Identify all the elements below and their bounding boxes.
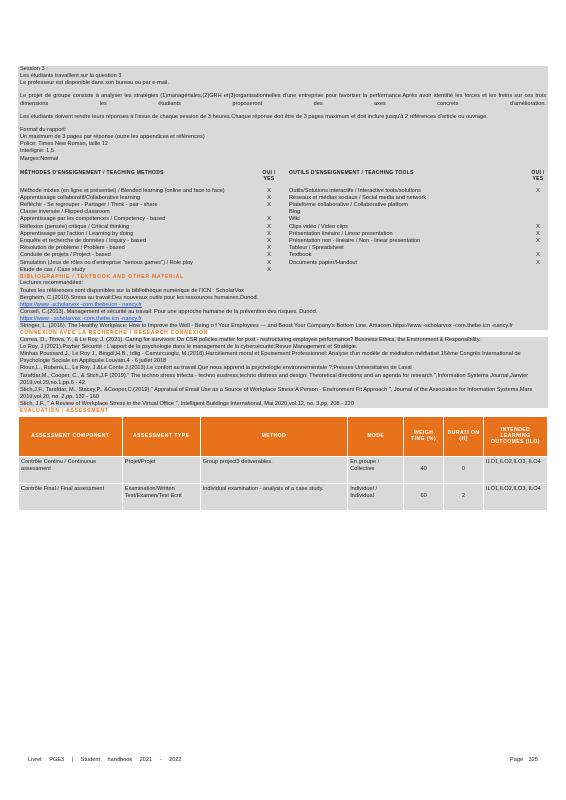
method-row-mark: X <box>267 194 271 201</box>
method-row <box>20 188 277 195</box>
format-line-4: Marges:Normal <box>20 155 59 162</box>
bibliography-ref-1 <box>20 295 546 302</box>
row2-type: Examination/Written Test/Examen/Test Ecrit <box>122 483 200 510</box>
tool-row-label: Réseaux et médias sociaux / Social media and network <box>289 194 427 201</box>
tool-row <box>289 195 546 202</box>
header-mode: MODE <box>348 416 404 456</box>
tool-row <box>289 188 546 195</box>
teaching-tools-title: OUTILS D'ENSEIGNEMENT / TEACHING TOOLS <box>289 169 414 176</box>
method-row-mark: X <box>267 223 271 230</box>
method-row-mark: X <box>267 245 271 252</box>
row1-outcomes: ILO1,ILO2,ILO3, ILO4 <box>484 456 548 483</box>
tool-row <box>289 209 546 216</box>
footer-handbook-label: Livret PGE3 | Student handbook 2021 - 2022 <box>28 757 182 763</box>
table-row <box>19 456 548 483</box>
tool-row-mark: X <box>536 230 540 237</box>
method-row-mark: X <box>267 216 271 223</box>
row2-outcomes: ILO1,ILO2,ILO3, ILO4 <box>484 483 548 510</box>
method-row <box>20 267 277 274</box>
assessment-table <box>18 416 548 511</box>
method-row <box>20 260 277 267</box>
teaching-tools-rows <box>289 188 546 267</box>
bibliography-ref-3: Stringer, L. (2016). The Healthy Workplace: How to Improve the Well - Being o f Your Employees --- and Boost Your Company's Bottom Line. Amacom.https://www -scholarvox -com.thebe.icn -nancy.fr <box>20 323 513 330</box>
tool-row-label: Présentation non - linéaire / Non - linear presentation <box>289 238 421 245</box>
bibliography-ref-2: Conseil, C.(2013). Management et sécurité au travail: Pour une approche humaine de la prévention des risques. Dunod. <box>20 308 318 315</box>
tool-row-mark: X <box>536 187 540 194</box>
teaching-tools-column <box>283 168 546 274</box>
tool-row-mark: X <box>536 223 540 230</box>
method-row <box>20 209 277 216</box>
row2-component: Contrôle Final / Final assessment <box>19 483 123 510</box>
method-row-mark: X <box>267 187 271 194</box>
teaching-methods-yes-header: OUI / YES <box>262 169 276 183</box>
row2-weighting: 60 <box>404 483 444 510</box>
project-paragraph: Le projet de groupe consiste à analyser les stratégies (1)managériales,(2)GRH et(3)organisationnelles d'une entreprise pour favoriser la performance.Après avoir identifié les forces et les freins sur ces trois dimensions les étudiants proposeront des axes concrets d'amélioration. <box>20 93 546 107</box>
header-type: ASSESSMENT TYPE <box>122 416 200 456</box>
tool-row <box>289 260 546 267</box>
method-row <box>20 245 277 252</box>
method-row-label: Réflexion (pensée) critique / Critical thinking <box>20 223 130 230</box>
footer-page-number: Page 325 <box>510 757 538 763</box>
tool-row-label: Tableur / Spreadsheet <box>289 245 344 252</box>
tool-row-mark <box>530 209 546 216</box>
method-row-mark: X <box>267 252 271 259</box>
session-line-2: Le professeur est disponible dans son bureau ou par e-mail. <box>20 80 169 87</box>
row2-duration: 2 <box>444 483 484 510</box>
method-row <box>20 224 277 231</box>
research-ref-6: Stich,J.F., Tarafdar, M., Stacey,P., &Cooper,C.(2019)." Appraisal of Email Use as a Source of Workplace Stress:A Person - Environment Fit Approach ", Journal of the Association for Information Systems,Mars 2019,vol.20, no. 2,pp. 132 - 160 <box>20 386 533 401</box>
evaluation-title: EVALUATION / ASSESSMENT <box>20 408 109 415</box>
session-block <box>18 66 548 330</box>
tool-row-label: Textbook <box>289 252 312 259</box>
method-row-label: Apprentissage par l'action / Learning by doing <box>20 230 134 237</box>
method-row-label: Résolution de problème / Problem - based <box>20 245 125 252</box>
method-row-mark: X <box>267 202 271 209</box>
method-row-mark: X <box>267 266 271 273</box>
bibliography-note: Toutes les références sont disponibles sur la bibliothèque numérique de l'ICN : ScholarVox <box>20 287 245 294</box>
students-paragraph: Les étudiants doivent rendre leurs réponses à l'issue de chaque session de 3 heures.Chaque réponse doit être de 3 pages maximum et doit inclure jusqu'à 2 références d'article ou ouvrage. <box>20 113 488 120</box>
row2-mode: Individuel / Individual <box>348 483 404 510</box>
method-row <box>20 238 277 245</box>
assessment-header-row <box>19 416 548 456</box>
teaching-methods-header <box>20 168 277 188</box>
method-row <box>20 252 277 259</box>
bibliography-ref-1-text: Bergheim, C.(2010).Stress au travail:Des nouveaux outils pour les ressources humaines.Dunod. <box>20 294 259 301</box>
tool-row-mark <box>530 202 546 209</box>
tool-row <box>289 224 546 231</box>
bibliography-title: BIBLIOGRAPHIE / TEXTBOOK AND OTHER MATERIAL <box>20 273 184 280</box>
methods-table <box>20 168 546 274</box>
tool-row-mark <box>530 195 546 202</box>
teaching-methods-column <box>20 168 283 274</box>
bibliography-intro: Lectures recommandées: <box>20 280 84 287</box>
format-line-2: Police: Times New Roman, taille 12 <box>20 141 108 148</box>
research-title: CONNEXION AVEC LA RECHERCHE / RESEARCH CONNEXION <box>20 330 209 337</box>
method-row-label: Simulation (Jeux de rôles ou d'entreprise "serious games") / Role play <box>20 259 193 266</box>
row1-type: Projet/Projet <box>122 456 200 483</box>
method-row-mark: X <box>267 230 271 237</box>
session-line-1: Les étudiants travaillent sur la question 3 <box>20 73 122 80</box>
header-weighting: WEIGH TING (%) <box>404 416 444 456</box>
format-line-3: Interligne: 1,5 <box>20 148 54 155</box>
method-row <box>20 216 277 223</box>
tool-row-label: Clips vidéo / Video clips <box>289 223 348 230</box>
row2-method: Individual examination - analysis of a case study. <box>200 483 348 510</box>
teaching-methods-title: MÉTHODES D'ENSEIGNEMENT / TEACHING METHODS <box>20 169 164 176</box>
method-row-mark <box>261 209 277 216</box>
tool-row <box>289 231 546 238</box>
method-row-label: Apprentissage collaboratif/Collaborative learning <box>20 194 141 201</box>
tool-row <box>289 238 546 245</box>
row1-mode: En groupe / Collective <box>348 456 404 483</box>
row1-component: Contrôle Continu / Continuous assessment <box>19 456 123 483</box>
method-row-label: Apprentissage par les compétences / Competency - based <box>20 216 166 223</box>
method-row-label: Classe inversée / Flipped classroom <box>20 209 110 216</box>
method-row <box>20 195 277 202</box>
method-row-label: Etude de cas / Case study <box>20 266 86 273</box>
header-method: METHOD <box>200 416 348 456</box>
row1-duration: 0 <box>444 456 484 483</box>
bibliography-link-2[interactable]: https://www - scholarvox -com.thebe.icn -nancy.fr <box>20 316 142 323</box>
row1-method: Group project3 deliverables. <box>200 456 348 483</box>
tool-row <box>289 252 546 259</box>
method-row-label: Méthode mixtes (en ligne et présentiel) / Blended learning (online and face to face) <box>20 187 225 194</box>
method-row <box>20 202 277 209</box>
bibliography-link-1[interactable]: https://www -scholarvox -com.thebe.icn - nancy.fr <box>20 301 142 308</box>
research-block <box>18 337 548 409</box>
row1-weighting: 40 <box>404 456 444 483</box>
research-ref-7: Stich, J.F., " A Review of Workplace Stress in the Virtual Office ", Intelligent Buildings International, Mai 2020,vol.12, no. 3,pp. 208 - 220 <box>20 401 354 408</box>
page-content <box>18 66 548 511</box>
tool-row-mark: X <box>536 259 540 266</box>
tool-row <box>289 245 546 252</box>
tool-row-label: Plateforme collaborative / Collaborative platform <box>289 202 409 209</box>
tool-row-label: Outils/Solutions interactifs / Interactive tools/solutions <box>289 187 421 194</box>
tool-row-mark <box>530 216 546 223</box>
evaluation-title-bar <box>18 408 548 414</box>
teaching-tools-yes-header: OUI / YES <box>531 169 545 183</box>
tool-row-mark: X <box>536 252 540 259</box>
tool-row <box>289 216 546 223</box>
research-ref-3: Minhas Poussard,J., Le Roy J., Bingöl,H.B., Idlig - Camurcuoglu, M.(2018).Harcèlement moral et Epuisement Professionnel: Analyse d'un modèle de médiation médiatisé.16ème Congrès International de Psychologie Sociale en Appliquée.Louvain,4 - 6 juillet 2018 <box>20 351 521 365</box>
header-outcomes: INTENDED LEARNING OUTCOMES (ILO) <box>484 416 548 456</box>
method-row <box>20 231 277 238</box>
method-row-label: Enquête et recherche de données / Inquiry - based <box>20 238 146 245</box>
method-row-label: Réfléchir - Se regrouper - Partager / Think - pair - share <box>20 202 158 209</box>
format-line-1: Un maximum de 3 pages par réponse (outre les appendices et références) <box>20 134 205 141</box>
page-footer <box>28 757 538 764</box>
session-title: Session 3 : <box>20 66 48 72</box>
research-ref-4: Rioux,L., Rubens,L., Le Roy, J.&Le Conte J.(2013).Le confort au travail.Que nous apprend la psychologie environnementale ?,Presses Universitaires de Laval <box>20 365 412 372</box>
table-row <box>19 483 548 510</box>
tool-row-label: Présentation linéaire / Linear presentation <box>289 230 393 237</box>
tool-row-label: Wiki <box>289 216 300 223</box>
header-duration: DURATI ON (H) <box>444 416 484 456</box>
teaching-tools-header <box>289 168 546 188</box>
tool-row-label: Blog <box>289 209 301 216</box>
tool-row-label: Documents papier/Handout <box>289 259 358 266</box>
tool-row-mark <box>530 245 546 252</box>
method-row-mark: X <box>267 259 271 266</box>
research-ref-5: Tarafdar,M., Cooper, C., & Stich,J.F (2019)." The techno stress trifecta - techno eustress,techno distress and design: Theoretical directions and an agenda for research ",Information Systems Journal,Janvier 2019,vol.29,no.1,pp.6 - 42 <box>20 372 529 386</box>
tool-row <box>289 202 546 209</box>
method-row-mark: X <box>267 238 271 245</box>
research-ref-2: Le Roy, J (2021).Psyber Sécurité : L'apport de la psychologie dans le management de la cybersécurité.Revue Management et Stratégie. <box>20 344 358 350</box>
method-row-label: Conduite de projets / Project - based <box>20 252 111 259</box>
format-title: Format du rapport: <box>20 126 67 133</box>
teaching-methods-rows <box>20 188 277 274</box>
tool-row-mark: X <box>536 238 540 245</box>
research-ref-1: Correa, D., Titova, Y., & Le Roy, J. (2021). Caring for survivors: Do CSR policies matter for post - restructuring employee performance? Business Ethics, the Environment & Responsibility. <box>20 336 481 343</box>
header-component: ASSESSMENT COMPONENT <box>19 416 123 456</box>
